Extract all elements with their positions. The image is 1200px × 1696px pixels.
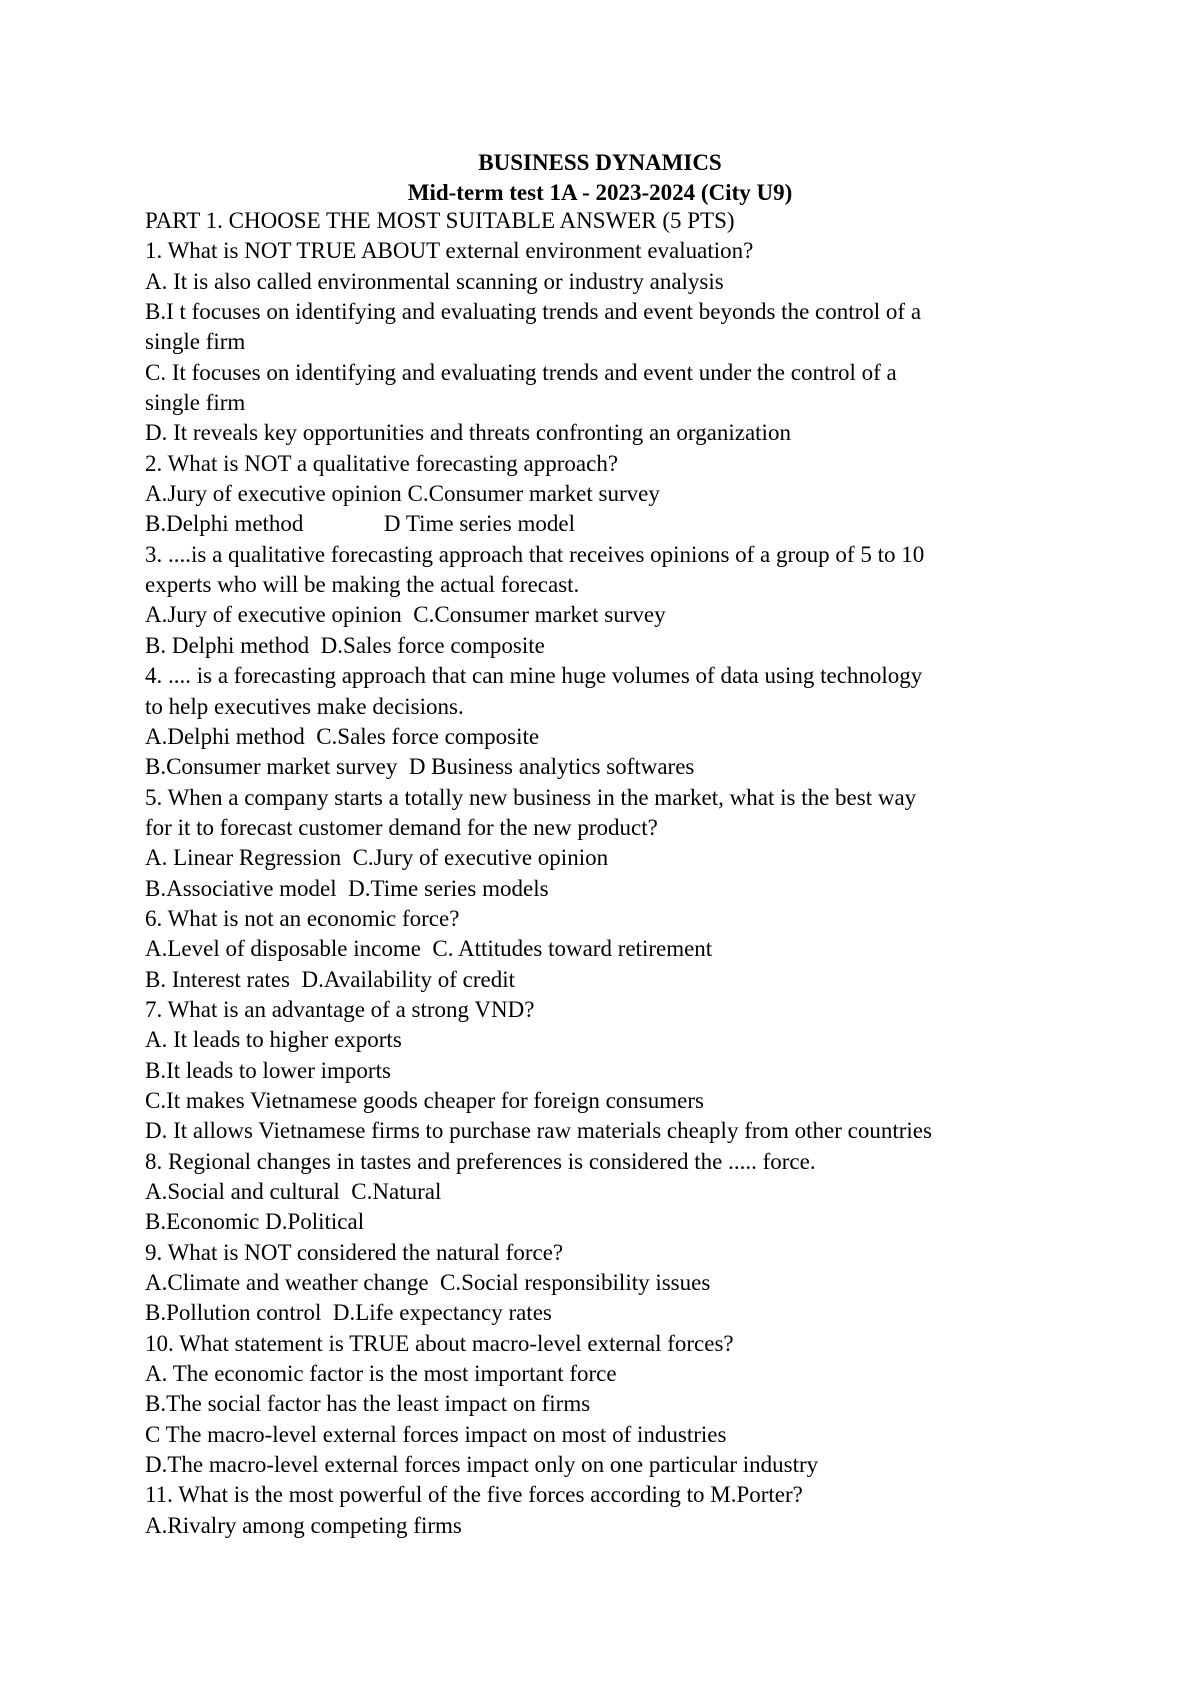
- text-line: A.Level of disposable income C. Attitudes toward retirement: [145, 936, 713, 962]
- text-line: 10. What statement is TRUE about macro-level external forces?: [145, 1330, 734, 1356]
- text-line: for it to forecast customer demand for the new product?: [145, 814, 658, 840]
- text-line: single firm: [145, 390, 246, 416]
- text-line: 11. What is the most powerful of the five forces according to M.Porter?: [145, 1482, 803, 1508]
- text-line: C. It focuses on identifying and evaluating trends and event under the control of a: [145, 359, 897, 385]
- text-line: D. It allows Vietnamese firms to purchase raw materials cheaply from other countries: [145, 1118, 932, 1144]
- text-line: B. Delphi method D.Sales force composite: [145, 632, 545, 658]
- text-line: PART 1. CHOOSE THE MOST SUITABLE ANSWER (5 PTS): [145, 208, 735, 233]
- text-line: A. It is also called environmental scanning or industry analysis: [145, 268, 724, 294]
- text-line: B.The social factor has the least impact on firms: [145, 1391, 591, 1417]
- text-line: A.Jury of executive opinion C.Consumer market survey: [145, 481, 660, 507]
- text-line: A.Climate and weather change C.Social responsibility issues: [145, 1270, 711, 1296]
- text-line: B.Associative model D.Time series models: [145, 875, 549, 901]
- text-line: 2. What is NOT a qualitative forecasting approach?: [145, 450, 619, 476]
- text-line: 7. What is an advantage of a strong VND?: [145, 996, 535, 1022]
- text-line: B.Economic D.Political: [145, 1209, 365, 1235]
- text-line: D. It reveals key opportunities and threats confronting an organization: [145, 420, 791, 446]
- text-line: B. Interest rates D.Availability of credit: [145, 966, 516, 992]
- text-line: 1. What is NOT TRUE ABOUT external environment evaluation?: [145, 238, 754, 264]
- text-line: 4. .... is a forecasting approach that can mine huge volumes of data using technology: [145, 663, 923, 689]
- document-title: BUSINESS DYNAMICS: [478, 150, 722, 175]
- text-line: C The macro-level external forces impact on most of industries: [145, 1421, 727, 1447]
- text-line: experts who will be making the actual forecast.: [145, 572, 580, 598]
- text-line: A. The economic factor is the most important force: [145, 1361, 617, 1387]
- text-line: B.It leads to lower imports: [145, 1057, 391, 1083]
- text-line: B.Consumer market survey D Business analytics softwares: [145, 754, 695, 780]
- text-line: 5. When a company starts a totally new business in the market, what is the best way: [145, 784, 917, 810]
- document-subtitle: Mid-term test 1A - 2023-2024 (City U9): [407, 180, 793, 205]
- text-line: C.It makes Vietnamese goods cheaper for foreign consumers: [145, 1087, 704, 1113]
- text-line: A. It leads to higher exports: [145, 1027, 402, 1053]
- text-line: 3. ....is a qualitative forecasting approach that receives opinions of a group of 5 to 10: [145, 541, 925, 567]
- text-line: A.Jury of executive opinion C.Consumer market survey: [145, 602, 666, 628]
- text-line: 8. Regional changes in tastes and preferences is considered the ..... force.: [145, 1148, 816, 1174]
- text-line: B.Pollution control D.Life expectancy rates: [145, 1300, 552, 1326]
- text-line: 9. What is NOT considered the natural force?: [145, 1239, 564, 1265]
- text-line: A. Linear Regression C.Jury of executive opinion: [145, 845, 609, 871]
- text-line: to help executives make decisions.: [145, 693, 464, 719]
- text-line: 6. What is not an economic force?: [145, 905, 460, 931]
- text-line: A.Rivalry among competing firms: [145, 1512, 462, 1538]
- text-line: single firm: [145, 329, 246, 355]
- text-line: D.The macro-level external forces impact only on one particular industry: [145, 1452, 819, 1478]
- document-body: [145, 206, 1065, 1541]
- text-line: A.Social and cultural C.Natural: [145, 1179, 442, 1204]
- text-line: B.I t focuses on identifying and evaluating trends and event beyonds the control of a: [145, 299, 922, 325]
- text-line: B.Delphi method D Time series model: [145, 511, 575, 537]
- text-line: A.Delphi method C.Sales force composite: [145, 723, 540, 749]
